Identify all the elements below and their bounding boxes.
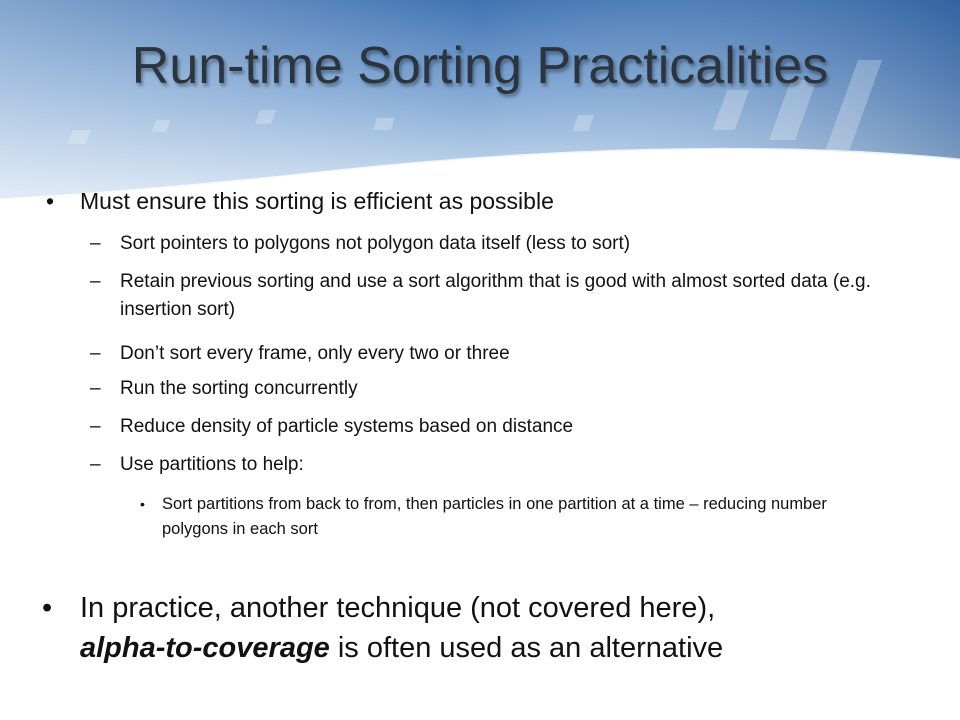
sub-sub-item bbox=[140, 492, 882, 542]
sub-sub-item-text: Sort partitions from back to from, then particles in one partition at a time – reducing number polygons in each sort bbox=[162, 495, 827, 538]
sub-item bbox=[90, 340, 900, 368]
sub-item bbox=[90, 375, 900, 403]
sub-item bbox=[90, 230, 900, 258]
final-suffix-text: is often used as an alternative bbox=[329, 632, 724, 664]
final-prefix-text: In practice, another technique (not covered here), bbox=[80, 592, 716, 624]
final-emphasis-text: alpha-to-coverage bbox=[80, 632, 330, 664]
dash-marker: – bbox=[90, 454, 101, 475]
sub-item-text: Reduce density of particle systems based on distance bbox=[120, 416, 574, 437]
dash-marker: – bbox=[90, 416, 101, 437]
dash-marker: – bbox=[90, 378, 101, 399]
bullet-marker: • bbox=[140, 496, 145, 512]
sub-item bbox=[90, 451, 900, 479]
sub-item bbox=[90, 413, 900, 441]
sub-item bbox=[90, 268, 900, 324]
slide-title: Run-time Sorting Practicalities bbox=[131, 37, 829, 95]
sub-item-text: Run the sorting concurrently bbox=[120, 378, 358, 399]
dash-marker: – bbox=[90, 233, 101, 254]
dash-marker: – bbox=[90, 343, 101, 364]
sub-item-text: Use partitions to help: bbox=[120, 454, 304, 475]
sub-item-text: Sort pointers to polygons not polygon data itself (less to sort) bbox=[120, 233, 631, 254]
bullet-main bbox=[46, 187, 900, 215]
bullet-main-text: Must ensure this sorting is efficient as possible bbox=[80, 188, 554, 214]
sub-item-text: Don’t sort every frame, only every two or three bbox=[120, 343, 510, 364]
sub-item-text: Retain previous sorting and use a sort algorithm that is good with almost sorted data (e.g. insertion sort) bbox=[120, 271, 871, 320]
bullet-marker: • bbox=[46, 188, 55, 214]
dash-marker: – bbox=[90, 271, 101, 292]
bullet-marker: • bbox=[42, 592, 53, 624]
bullet-final bbox=[42, 588, 910, 668]
